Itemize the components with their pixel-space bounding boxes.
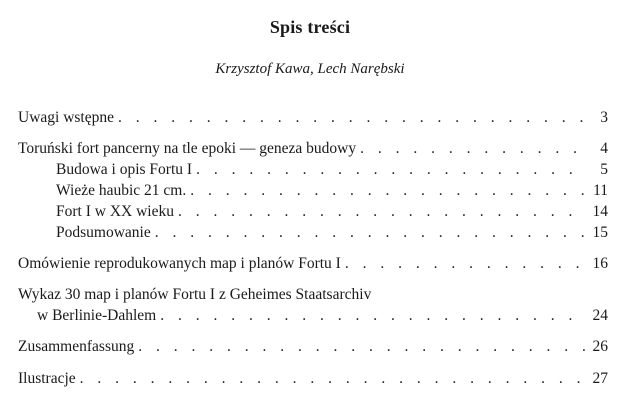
toc-leader-dots [196, 160, 586, 180]
toc-entry-wieze [56, 181, 608, 201]
toc-entry-omowienie [18, 254, 608, 274]
toc-entry-budowa [56, 160, 608, 180]
toc-page-number: 3 [600, 109, 608, 126]
toc-entry-label: Zusammenfassung [18, 338, 135, 355]
toc-page-number: 4 [600, 140, 608, 157]
toc-entry-label: Uwagi wstępne [18, 109, 114, 126]
toc-leader-dots [345, 254, 586, 274]
page-title: Spis treści [269, 17, 351, 37]
toc-leader-dots [178, 202, 586, 222]
toc-page-number: 27 [592, 370, 608, 387]
toc-entry-label: Toruński fort pancerny na tle epoki — geneza budowy [18, 140, 357, 157]
toc-leader-dots [360, 139, 586, 159]
toc-page-number: 5 [600, 161, 608, 178]
toc-entry-uwagi [18, 108, 608, 128]
toc-leader-dots [80, 369, 586, 389]
toc-page-number: 15 [592, 224, 608, 241]
toc-entry-label: Wieże haubic 21 cm. [56, 182, 187, 199]
toc-entry-label: w Berlinie-Dahlem [37, 307, 157, 324]
toc-entry-ilustracje [18, 369, 608, 389]
toc-entry-label: Omówienie reprodukowanych map i planów Fortu I [18, 255, 341, 272]
toc-page-number: 26 [592, 338, 608, 355]
toc-leader-dots [160, 306, 586, 326]
toc-entry-torunski [18, 139, 608, 159]
toc-page-number: 14 [592, 203, 608, 220]
toc-entry-wykaz-line1: Wykaz 30 map i planów Fortu I z Geheimes Staatsarchiv [18, 286, 372, 303]
toc-entry-label: Budowa i opis Fortu I [56, 161, 193, 178]
toc-leader-dots [155, 223, 586, 243]
toc-entry-label: Fort I w XX wieku [56, 203, 174, 220]
toc-entry-zusammenfassung [18, 337, 608, 357]
toc-page-number: 11 [593, 182, 608, 199]
toc-leader-dots [138, 337, 586, 357]
toc-entry-podsumowanie [56, 223, 608, 243]
toc-leader-dots [118, 108, 586, 128]
toc-entry-label: Podsumowanie [56, 224, 151, 241]
toc-entry-fort20 [56, 202, 608, 222]
toc-page-number: 24 [592, 307, 608, 324]
toc-entry-wykaz [37, 306, 608, 326]
authors-line: Krzysztof Kawa, Lech Narębski [215, 61, 405, 77]
toc-entry-label: Ilustracje [18, 370, 76, 387]
toc-page-number: 16 [592, 255, 608, 272]
toc-leader-dots [190, 181, 586, 201]
